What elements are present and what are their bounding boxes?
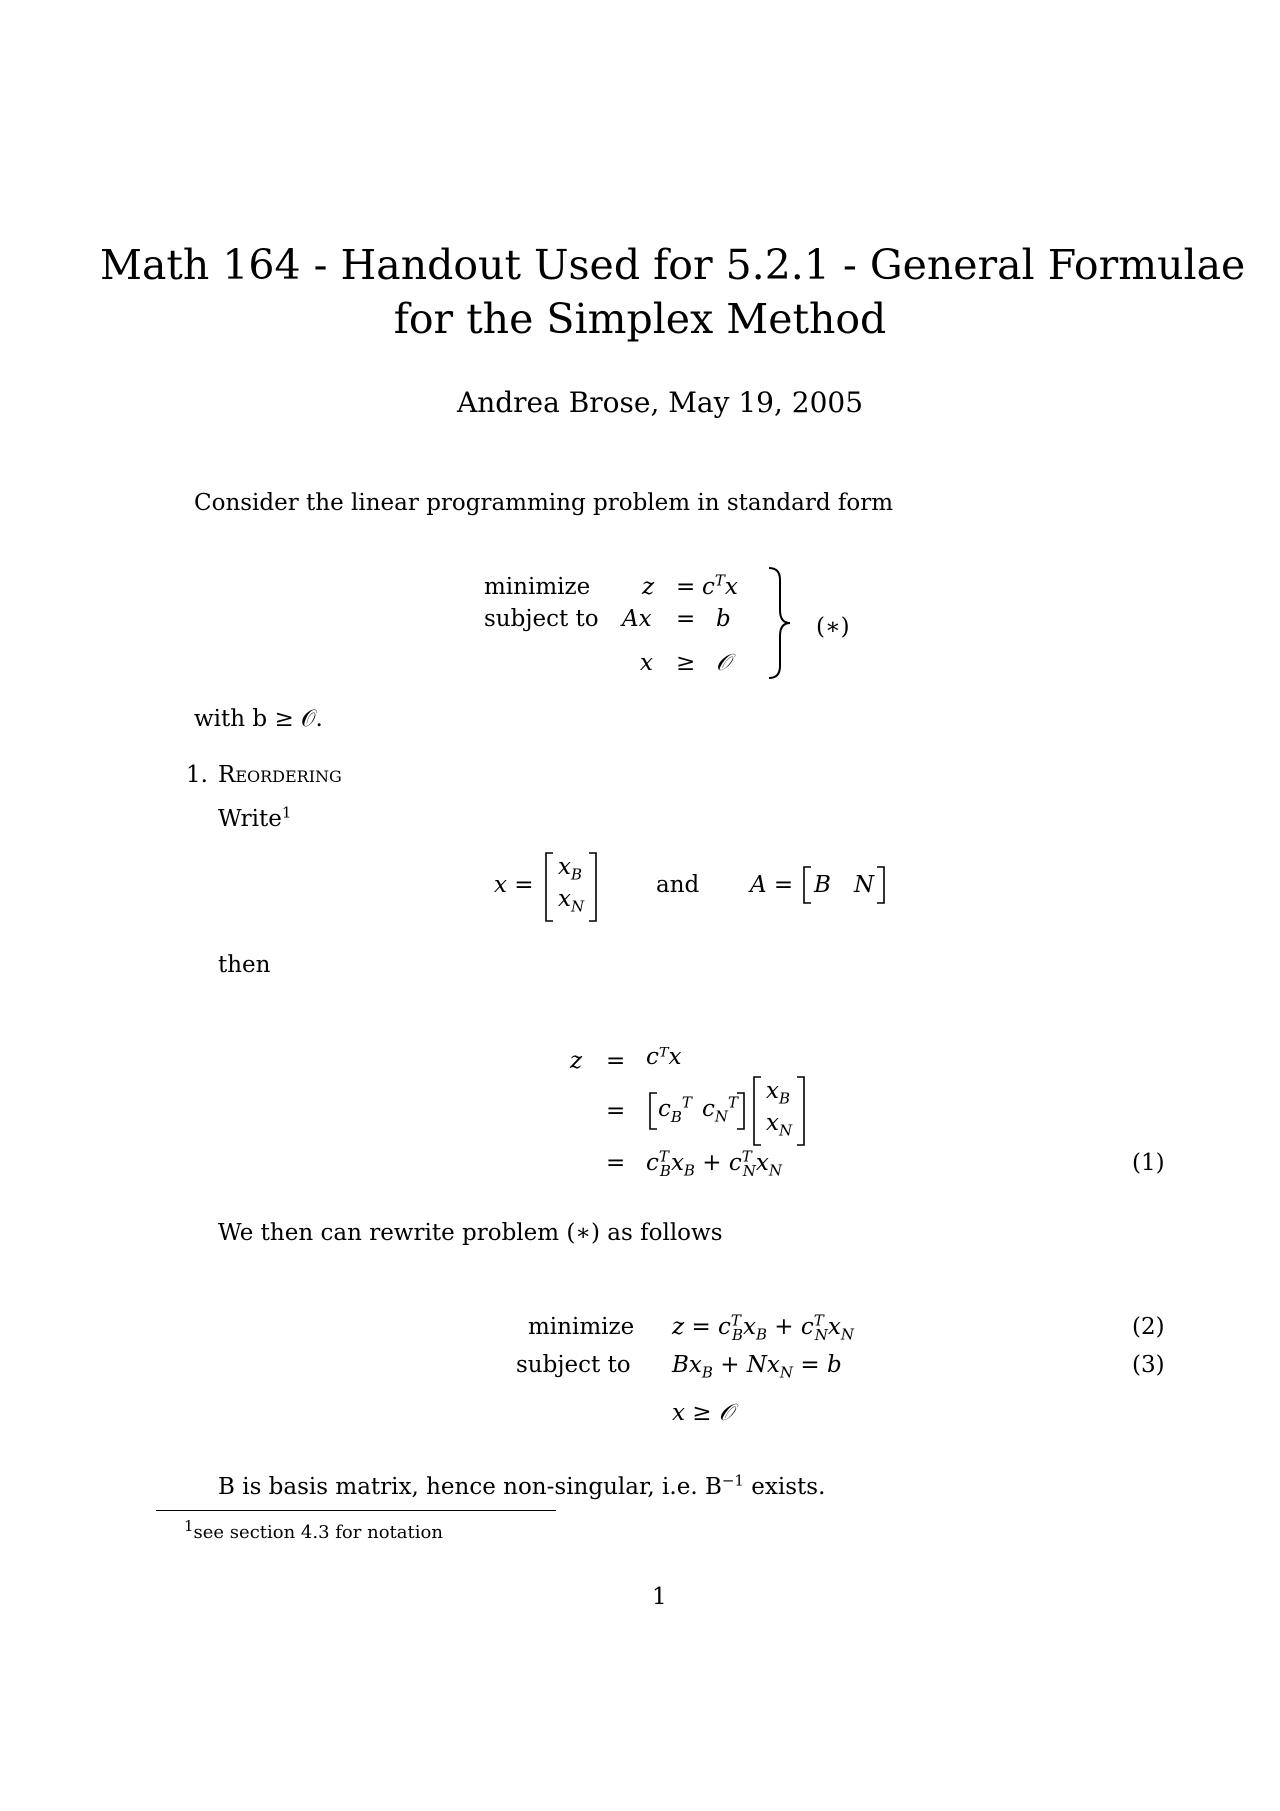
eq-number-2: (2) — [1132, 1314, 1165, 1340]
and-text: and — [656, 872, 700, 898]
row2-rhs: b — [716, 606, 731, 632]
vector-bracket-right — [588, 852, 598, 922]
with-text: with b ≥ 𝒪. — [194, 706, 323, 732]
rewritten-minimize-label: minimize — [528, 1314, 635, 1340]
footnote: $^1$see section 4.3 for notation — [184, 1517, 443, 1543]
problem-tag: (∗) — [816, 614, 850, 640]
x-equals: x = — [494, 872, 534, 898]
row3-rel: ≥ — [676, 650, 696, 676]
matrix-bracket-left — [802, 866, 812, 904]
eq-number-3: (3) — [1132, 1352, 1165, 1378]
z-eq-3: = — [606, 1150, 626, 1176]
col-vector-bottom: $x_N$ — [766, 1110, 793, 1140]
rewritten-nonneg: x ≥ 𝒪 — [672, 1400, 734, 1426]
row2-lhs: Ax — [622, 606, 652, 632]
rewrite-text: We then can rewrite problem (∗) as follows — [218, 1220, 723, 1246]
title-line-1: Math 164 - Handout Used for 5.2.1 - General Formulae — [100, 241, 1246, 289]
intro-text: Consider the linear programming problem in standard form — [194, 490, 894, 516]
write-text: Write$^1$ — [218, 803, 292, 832]
row1-rel: = — [676, 574, 696, 600]
section-heading: Reordering — [218, 762, 342, 788]
row-vector-bracket-right — [736, 1092, 746, 1130]
basis-statement: B is basis matrix, hence non-singular, i.e. $B^{-1}$ exists. — [218, 1471, 826, 1500]
matrix-b: B — [814, 872, 831, 898]
section-number: 1. — [186, 762, 208, 788]
row2-rel: = — [676, 606, 696, 632]
vector-top: $x_B$ — [558, 854, 583, 884]
col-vector-bracket-right — [796, 1076, 806, 1146]
rewritten-constraint: $Bx_B + Nx_N = b$ — [672, 1352, 842, 1382]
then-text: then — [218, 952, 271, 978]
vector-bottom: $x_N$ — [558, 886, 585, 916]
rewritten-subject-label: subject to — [516, 1352, 631, 1378]
row-vector-cb: $c_B^T$ — [658, 1093, 692, 1126]
matrix-n: N — [854, 872, 875, 898]
minimize-label: minimize — [484, 574, 591, 600]
row-vector-cn: $c_N^T$ — [702, 1093, 739, 1126]
col-vector-top: $x_B$ — [766, 1078, 791, 1108]
z-line-3: $c^T_Bx_B + c^T_Nx_N$ — [646, 1147, 782, 1180]
author-date: Andrea Brose, May 19, 2005 — [456, 386, 864, 419]
matrix-bracket-right — [876, 866, 886, 904]
a-equals: A = — [750, 872, 794, 898]
z-eq-2: = — [606, 1098, 626, 1124]
row1-lhs: z — [642, 574, 655, 600]
row3-rhs: 𝒪 — [716, 650, 731, 676]
rewritten-objective: $z = c^T_Bx_B + c^T_Nx_N$ — [672, 1311, 855, 1344]
row-vector-bracket-left — [648, 1092, 658, 1130]
subject-to-label: subject to — [484, 606, 599, 632]
z-eq-1: = — [606, 1048, 626, 1074]
col-vector-bracket-left — [752, 1076, 762, 1146]
footnote-rule — [156, 1510, 556, 1511]
z-line-1: cᵀx — [646, 1044, 682, 1070]
right-brace — [766, 566, 792, 680]
z-lhs: z — [570, 1048, 583, 1074]
row3-lhs: x — [640, 650, 653, 676]
page-number: 1 — [652, 1584, 667, 1610]
title-line-2: for the Simplex Method — [393, 295, 887, 343]
vector-bracket-left — [544, 852, 554, 922]
row1-rhs: $c^Tx$ — [702, 571, 738, 600]
eq-number-1: (1) — [1132, 1150, 1165, 1176]
